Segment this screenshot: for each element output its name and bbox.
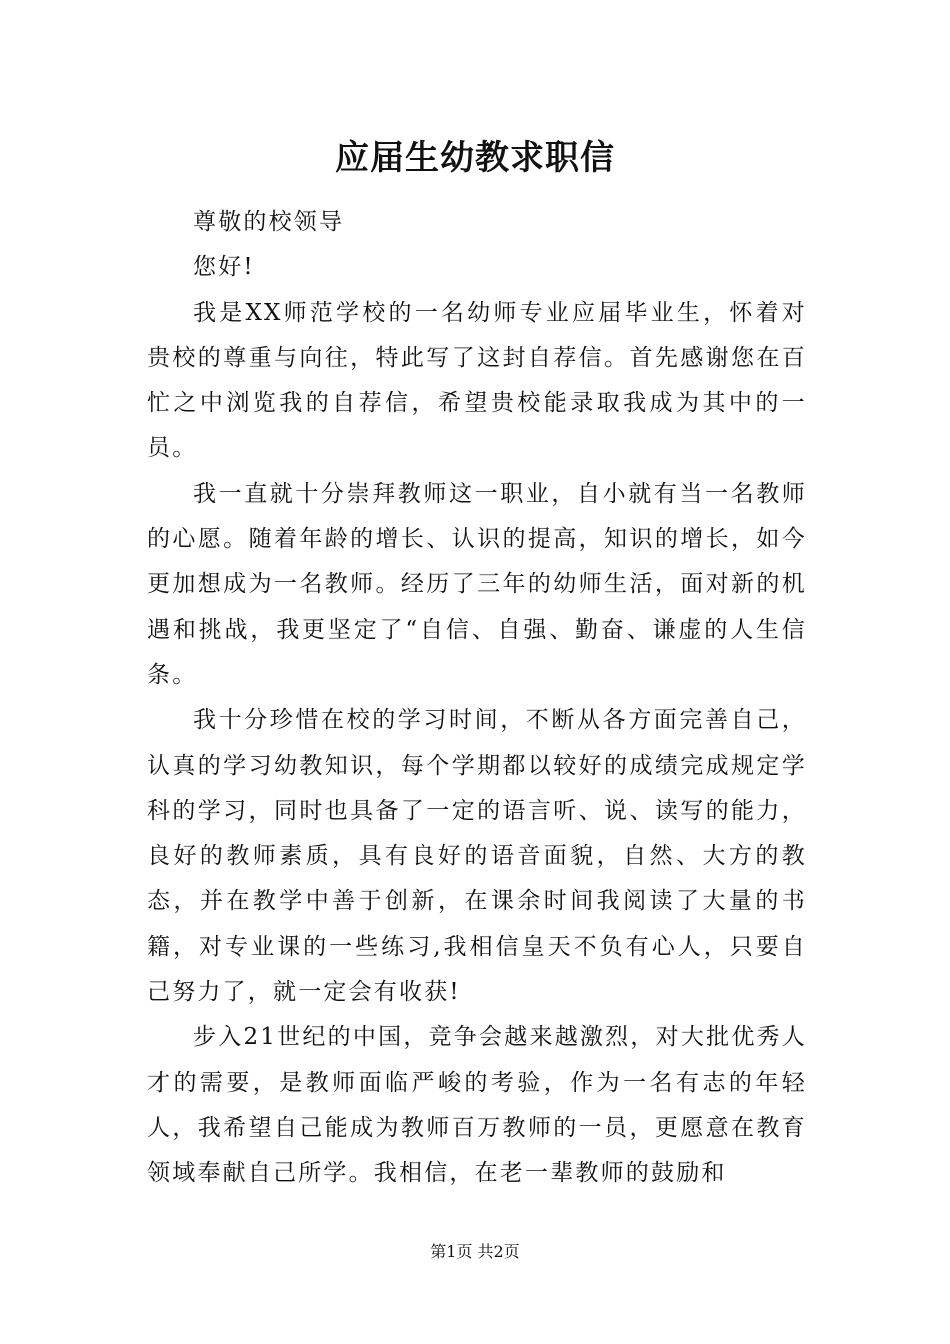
paragraph-3: 我十分珍惜在校的学习时间，不断从各方面完善自己，认真的学习幼教知识，每个学期都以较好的成绩完成规定学科的学习，同时也具备了一定的语言听、说、读写的能力，良好的教师素质，具有良好的语音面貌，自然、大方的教态，并在教学中善于创新，在课余时间我阅读了大量的书籍，对专业课的一些练习,我相信皇天不负有心人，只要自己努力了，就一定会有收获! xyxy=(147,707,807,1006)
paragraph-2: 我一直就十分崇拜教师这一职业，自小就有当一名教师的心愿。随着年龄的增长、认识的提高，知识的增长，如今更加想成为一名教师。经历了三年的幼师生活，面对新的机遇和挑战，我更坚定了“自信、自强、勤奋、谦虚的人生信条。 xyxy=(147,480,807,688)
salutation: 尊敬的校领导 xyxy=(193,209,345,235)
paragraph-4: 步入21世纪的中国，竞争会越来越激烈，对大批优秀人才的需要，是教师面临严峻的考验，作为一名有志的年轻人，我希望自己能成为教师百万教师的一员，更愿意在教育领域奉献自己所学。我相信，在老一辈教师的鼓励和 xyxy=(147,1024,807,1187)
letter-body xyxy=(147,200,807,1197)
greeting: 您好! xyxy=(193,254,255,281)
paragraph-1: 我是XX师范学校的一名幼师专业应届毕业生，怀着对贵校的尊重与向往，特此写了这封自荐信。首先感谢您在百忙之中浏览我的自荐信，希望贵校能录取我成为其中的一员。 xyxy=(147,299,807,462)
document-title: 应届生幼教求职信 xyxy=(335,138,615,178)
page-number: 第1页 共2页 xyxy=(430,1242,520,1261)
